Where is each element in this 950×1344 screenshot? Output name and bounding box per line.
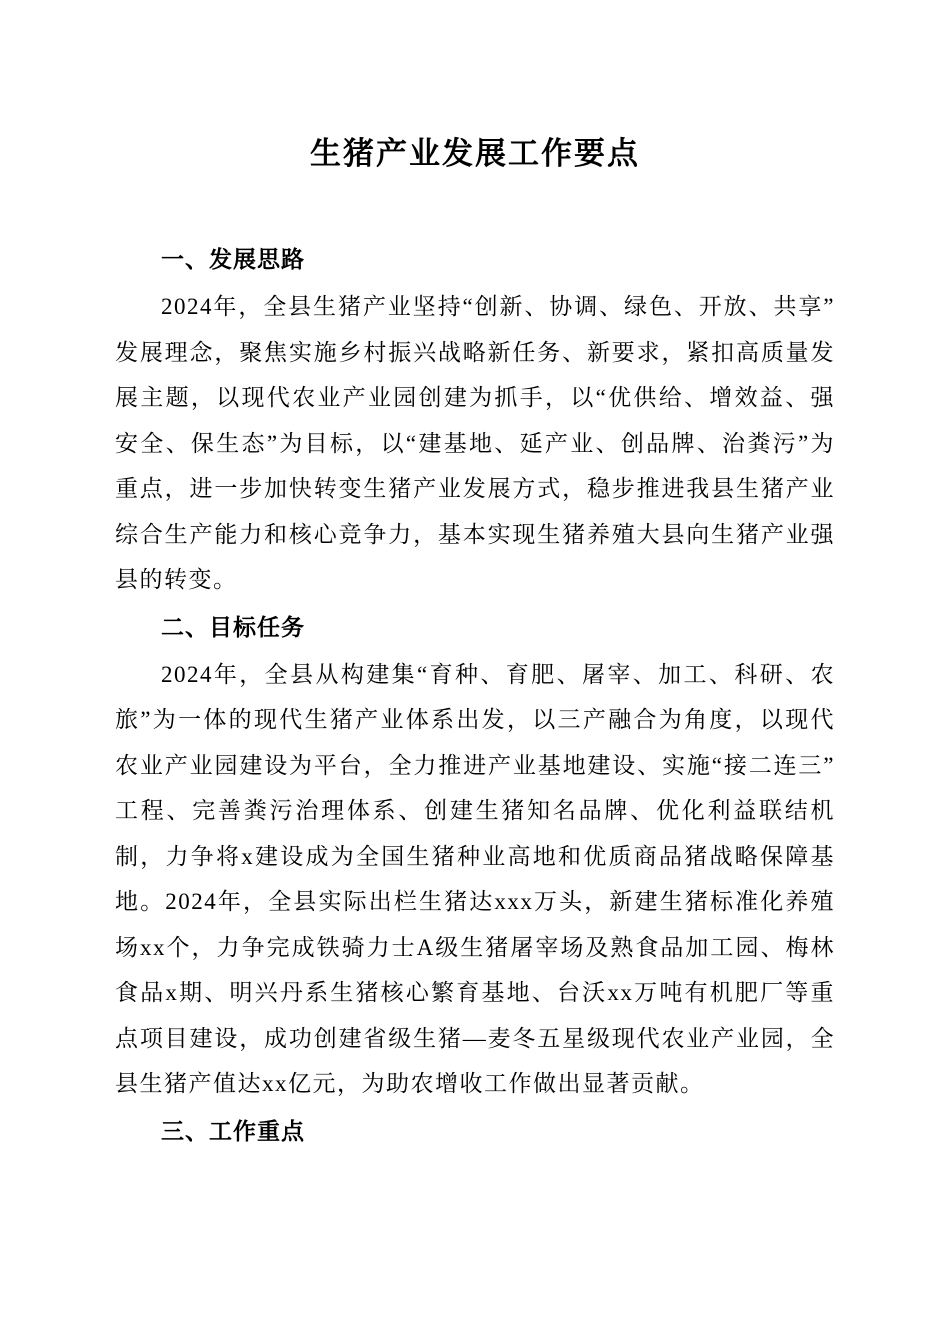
section-work-focus: [115, 1109, 835, 1154]
section-target-tasks: [115, 605, 835, 1107]
section-heading-3: 三、工作重点: [161, 1117, 305, 1144]
section-2-paragraph-1: 2024年，全县从构建集“育种、育肥、屠宰、加工、科研、农旅”为一体的现代生猪产业体系出发，以三产融合为角度，以现代农业产业园建设为平台，全力推进产业基地建设、实施“接二连三”工程、完善粪污治理体系、创建生猪知名品牌、优化利益联结机制，力争将x建设成为全国生猪种业高地和优质商品猪战略保障基地。2024年，全县实际出栏生猪达xxx万头，新建生猪标准化养殖场xx个，力争完成铁骑力士A级生猪屠宰场及熟食品加工园、梅林食品x期、明兴丹系生猪核心繁育基地、台沃xx万吨有机肥厂等重点项目建设，成功创建省级生猪—麦冬五星级现代农业产业园，全县生猪产值达xx亿元，为助农增收工作做出显著贡献。: [115, 661, 835, 1096]
section-heading-1: 一、发展思路: [161, 246, 305, 272]
document-title: 生猪产业发展工作要点: [310, 136, 640, 171]
section-heading-2: 二、目标任务: [161, 613, 305, 640]
section-1-paragraph-1: 2024年，全县生猪产业坚持“创新、协调、绿色、开放、共享”发展理念，聚焦实施乡村振兴战略新任务、新要求，紧扣高质量发展主题，以现代农业产业园创建为抓手，以“优供给、增效益、强安全、保生态”为目标，以“建基地、延产业、创品牌、治粪污”为重点，进一步加快转变生猪产业发展方式，稳步推进我县生猪产业综合生产能力和核心竞争力，基本实现生猪养殖大县向生猪产业强县的转变。: [115, 294, 835, 592]
section-development-ideas: [115, 237, 835, 603]
